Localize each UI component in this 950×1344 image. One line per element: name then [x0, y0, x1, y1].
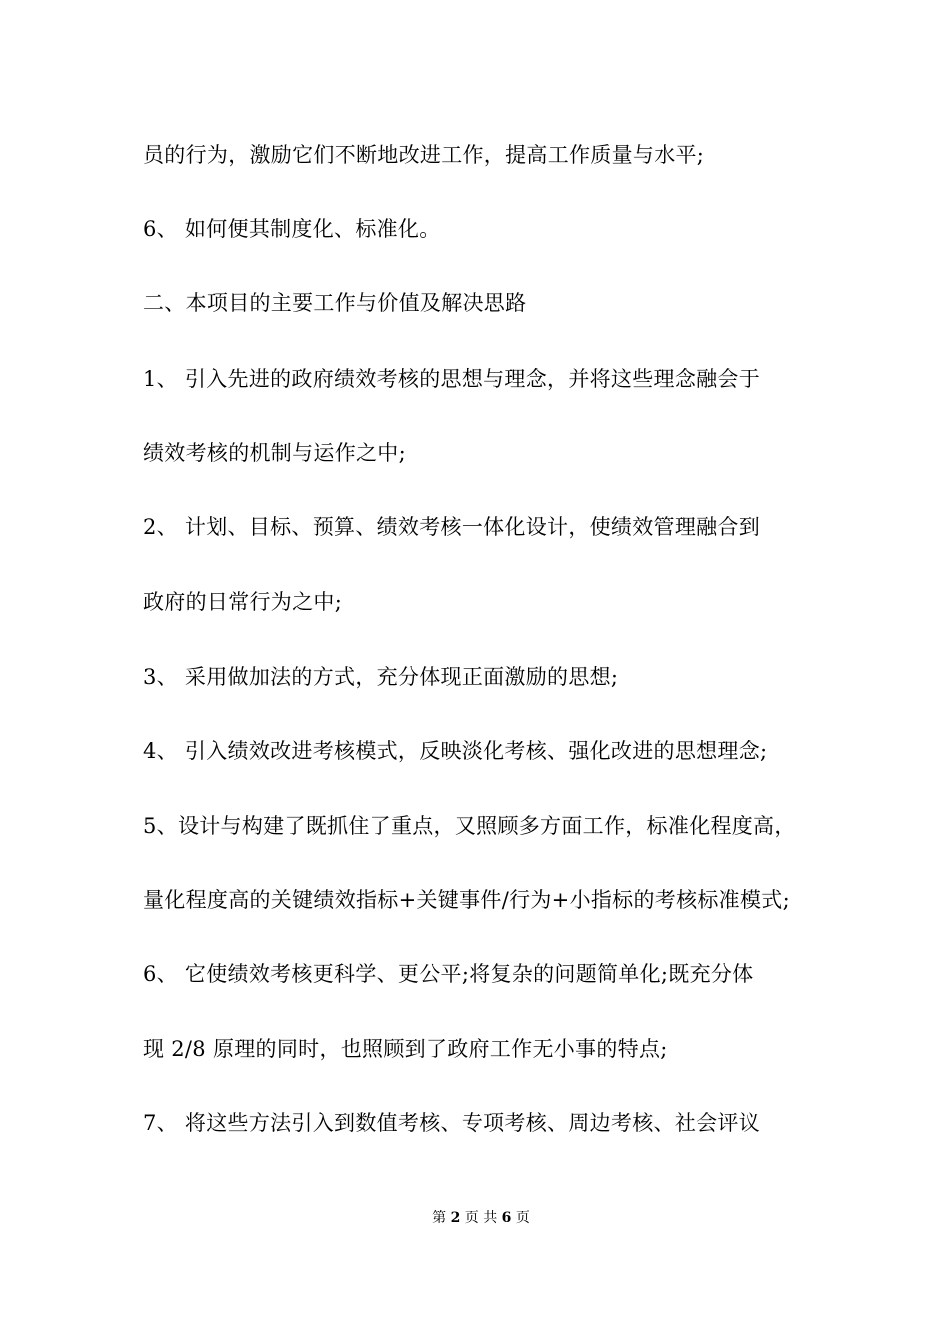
paragraph-line: 绩效考核的机制与运作之中; [143, 441, 406, 465]
paragraph-line: 6、 它使绩效考核更科学、更公平;将复杂的问题简单化;既充分体 [143, 962, 754, 986]
paragraph-line: 3、 采用做加法的方式，充分体现正面激励的思想; [143, 665, 619, 689]
paragraph-line: 4、 引入绩效改进考核模式，反映淡化考核、强化改进的思想理念; [143, 739, 768, 763]
paragraph-line: 6、 如何便其制度化、标准化。 [143, 217, 441, 241]
paragraph-line: 7、 将这些方法引入到数值考核、专项考核、周边考核、社会评议 [143, 1111, 761, 1135]
paragraph-line: 政府的日常行为之中; [143, 590, 343, 614]
footer-suffix: 页 [515, 1210, 530, 1226]
section-heading: 二、本项目的主要工作与价值及解决思路 [143, 291, 527, 315]
paragraph-line: 1、 引入先进的政府绩效考核的思想与理念，并将这些理念融会于 [143, 367, 761, 391]
page-footer [0, 1208, 950, 1228]
paragraph-line: 现 2/8 原理的同时，也照顾到了政府工作无小事的特点; [143, 1037, 668, 1061]
footer-prefix: 第 [432, 1210, 447, 1226]
current-page-number: 2 [450, 1210, 461, 1226]
paragraph-line: 5、设计与构建了既抓住了重点，又照顾多方面工作，标准化程度高， [143, 814, 796, 838]
paragraph-line: 量化程度高的关键绩效指标+关键事件/行为+小指标的考核标准模式; [143, 888, 790, 912]
footer-middle: 页 共 [464, 1210, 498, 1226]
total-pages-number: 6 [501, 1210, 512, 1226]
paragraph-line: 2、 计划、目标、预算、绩效考核一体化设计，使绩效管理融合到 [143, 515, 761, 539]
paragraph-line: 员的行为，激励它们不断地改进工作，提高工作质量与水平; [143, 143, 705, 167]
